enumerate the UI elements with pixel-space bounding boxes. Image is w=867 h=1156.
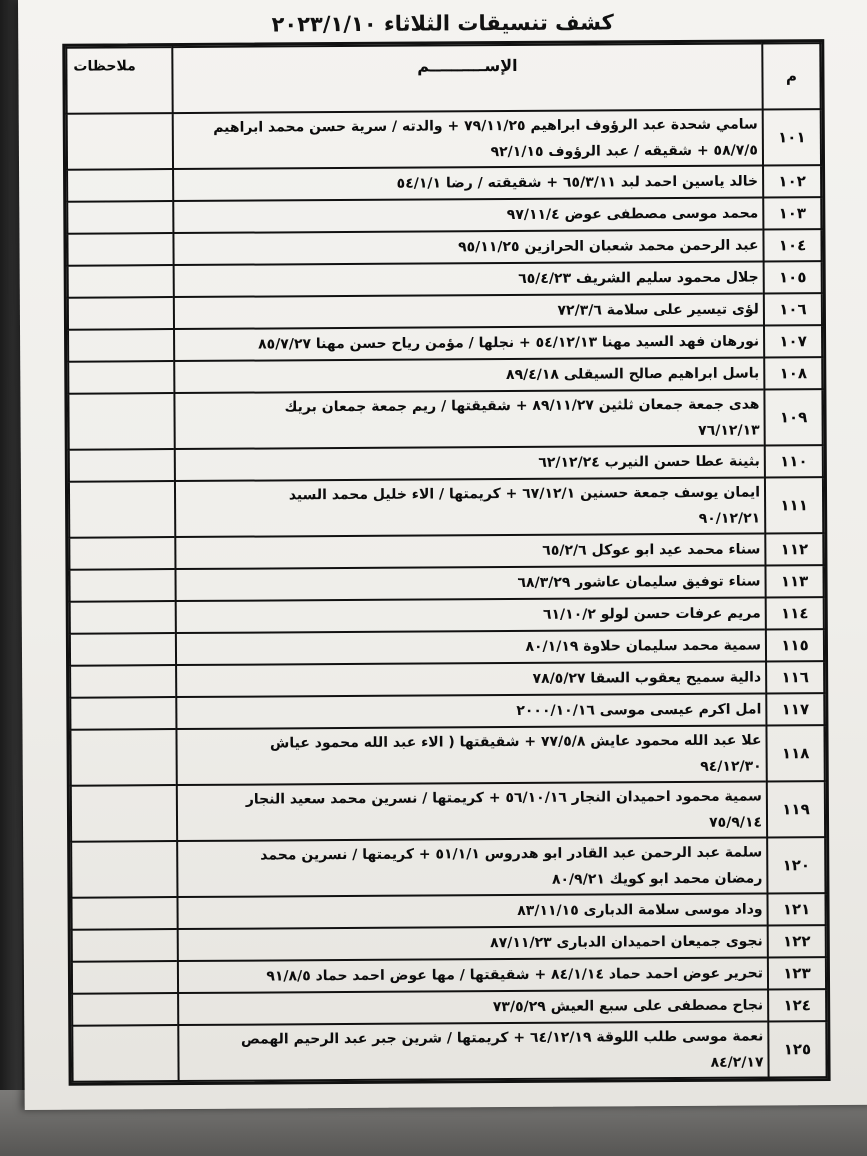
table-row	[72, 925, 826, 962]
row-number: ١٢٤	[768, 989, 826, 1021]
row-name-line: سناء محمد عيد ابو عوكل ٦٥/٢/٦	[542, 541, 761, 559]
header-notes: ملاحظات	[66, 47, 172, 114]
row-name-line: سناء توفيق سليمان عاشور ٦٨/٣/٢٩	[517, 573, 761, 591]
row-number: ١٠٩	[764, 389, 822, 445]
row-name-line: ٥٨/٧/٥ + شقيقه / عبد الرؤوف ٩٢/١/١٥	[490, 142, 758, 161]
row-name-cell	[174, 293, 764, 329]
table-row	[67, 165, 821, 202]
row-number: ١١٧	[766, 693, 824, 725]
row-notes-cell	[67, 201, 173, 234]
table-row	[70, 661, 824, 698]
table-row	[69, 533, 823, 570]
document-page	[18, 0, 867, 1110]
row-number: ١١٤	[766, 597, 824, 629]
row-name-cell	[176, 693, 766, 729]
table-row	[70, 597, 824, 634]
names-table	[65, 42, 827, 1083]
row-name-line: ٧٥/٩/١٤	[709, 814, 763, 831]
row-notes-cell	[68, 329, 174, 362]
row-name-line: سلمة عبد الرحمن عبد القادر ابو هدروس ٥١/١/١ + كريمتها / نسرين محمد	[260, 844, 763, 864]
row-notes-cell	[70, 633, 176, 666]
row-notes-cell	[69, 449, 175, 482]
row-notes-cell	[68, 361, 174, 394]
row-name-line: سمية محمود احميدان النجار ٥٦/١٠/١٦ + كريمتها / نسرين محمد سعيد النجار	[245, 788, 762, 808]
row-name-line: جلال محمود سليم الشريف ٦٥/٤/٢٣	[518, 269, 759, 287]
row-name-line: دالية سميح يعقوب السقا ٧٨/٥/٢٧	[532, 669, 762, 687]
row-name-cell	[175, 477, 765, 537]
row-name-cell	[173, 229, 763, 265]
row-name-cell	[175, 533, 765, 569]
row-number: ١٠٣	[763, 197, 821, 229]
row-name-line: رمضان محمد ابو كويك ٨٠/٩/٢١	[551, 870, 763, 888]
row-name-cell	[178, 989, 768, 1025]
row-name-cell	[175, 445, 765, 481]
header-name: الإســــــــــم	[172, 43, 762, 113]
row-notes-cell	[72, 993, 178, 1026]
row-name-line: وداد موسى سلامة الدبارى ٨٣/١١/١٥	[517, 901, 763, 919]
row-name-cell	[178, 957, 768, 993]
row-notes-cell	[71, 841, 177, 898]
table-row	[67, 197, 821, 234]
row-name-cell	[178, 925, 768, 961]
row-notes-cell	[68, 393, 174, 450]
row-name-line: باسل ابراهيم صالح السيقلى ٨٩/٤/١٨	[505, 365, 760, 384]
row-name-line: ايمان يوسف جمعة حسنين ٦٧/١٢/١ + كريمتها / الاء خليل محمد السيد	[288, 484, 761, 504]
row-name-cell	[173, 165, 763, 201]
table-body	[67, 109, 827, 1082]
row-number: ١٢٣	[768, 957, 826, 989]
table-row	[72, 957, 826, 994]
row-notes-cell	[70, 601, 176, 634]
row-name-line: ٩٤/١٢/٣٠	[700, 758, 762, 775]
document-title: كشف تنسيقات الثلاثاء ٢٠٢٣/١/١٠	[271, 10, 614, 37]
table-row	[70, 629, 824, 666]
row-name-line: خالد ياسين احمد لبد ٦٥/٣/١١ + شقيقته / رضا ٥٤/١/١	[396, 173, 759, 192]
row-number: ١١٨	[766, 725, 824, 781]
row-notes-cell	[70, 697, 176, 730]
row-notes-cell	[72, 1025, 178, 1082]
table-row	[68, 261, 822, 298]
names-table-frame	[62, 39, 830, 1086]
row-number: ١٠٢	[763, 165, 821, 197]
row-name-cell	[173, 109, 763, 169]
row-number: ١٠٥	[764, 261, 822, 293]
row-notes-cell	[68, 297, 174, 330]
table-header-row	[66, 43, 820, 114]
row-name-line: هدى جمعة جمعان ثلثين ٨٩/١١/٢٧ + شقيقتها / ريم جمعة جمعان بريك	[284, 396, 760, 416]
row-notes-cell	[70, 729, 176, 786]
table-row	[69, 565, 823, 602]
row-name-line: تحرير عوض احمد حماد ٨٤/١/١٤ + شقيقتها / مها عوض احمد حماد ٩١/٨/٥	[266, 965, 764, 985]
row-name-line: سمية محمد سليمان حلاوة ٨٠/١/١٩	[525, 637, 762, 655]
row-number: ١١٢	[765, 533, 823, 565]
row-number: ١١٠	[765, 445, 823, 477]
table-row	[69, 445, 823, 482]
table-row	[68, 357, 822, 394]
row-notes-cell	[67, 233, 173, 266]
header-number: م	[762, 43, 820, 109]
table-row	[72, 989, 826, 1026]
row-name-line: نعمة موسى طلب اللوقة ٦٤/١٢/١٩ + كريمتها / شرين جبر عبد الرحيم الهمص	[240, 1028, 764, 1048]
row-notes-cell	[71, 897, 177, 930]
row-name-line: نجاح مصطفى على سبع العيش ٧٣/٥/٢٩	[492, 997, 764, 1016]
row-name-cell	[176, 661, 766, 697]
row-notes-cell	[72, 961, 178, 994]
row-name-cell	[177, 781, 767, 841]
row-number: ١١٣	[765, 565, 823, 597]
table-row	[71, 837, 825, 898]
table-row	[72, 1021, 826, 1082]
row-notes-cell	[70, 665, 176, 698]
row-name-line: نجوى جميعان احميدان الدبارى ٨٧/١١/٢٣	[490, 933, 763, 952]
row-notes-cell	[69, 481, 175, 538]
row-name-cell	[177, 893, 767, 929]
row-name-cell	[176, 725, 766, 785]
table-row	[67, 109, 821, 170]
row-number: ١١٩	[767, 781, 825, 837]
row-name-cell	[174, 325, 764, 361]
row-name-line: نورهان فهد السيد مهنا ٥٤/١٢/١٣ + نجلها / مؤمن رياح حسن مهنا ٨٥/٧/٢٧	[258, 333, 760, 353]
row-notes-cell	[67, 113, 173, 170]
table-row	[71, 893, 825, 930]
row-name-cell	[174, 357, 764, 393]
row-number: ١١٥	[766, 629, 824, 661]
row-notes-cell	[69, 569, 175, 602]
row-name-line: بثينة عطا حسن النيرب ٦٢/١٢/٢٤	[538, 453, 760, 471]
row-name-line: سامي شحدة عبد الرؤوف ابراهيم ٧٩/١١/٢٥ + والدته / سرية حسن محمد ابراهيم	[213, 116, 758, 136]
row-number: ١٠٤	[763, 229, 821, 261]
row-name-line: مريم عرفات حسن لولو ٦١/١٠/٢	[542, 605, 761, 623]
table-row	[70, 693, 824, 730]
row-number: ١٠٦	[764, 293, 822, 325]
table-row	[68, 389, 822, 450]
row-notes-cell	[72, 929, 178, 962]
table-row	[70, 725, 824, 786]
row-name-cell	[177, 837, 767, 897]
row-notes-cell	[68, 265, 174, 298]
row-name-cell	[175, 565, 765, 601]
table-row	[69, 477, 823, 538]
row-name-line: عبد الرحمن محمد شعبان الحرازين ٩٥/١١/٢٥	[458, 237, 759, 256]
row-name-cell	[174, 389, 764, 449]
row-name-line: لؤى تيسير على سلامة ٧٢/٣/٦	[557, 301, 759, 319]
row-notes-cell	[69, 537, 175, 570]
row-name-line: ٨٤/٢/١٧	[710, 1054, 764, 1071]
row-name-cell	[176, 597, 766, 633]
table-row	[71, 781, 825, 842]
row-number: ١٢٠	[767, 837, 825, 893]
row-number: ١١١	[765, 477, 823, 533]
row-number: ١٠٨	[764, 357, 822, 389]
table-row	[68, 293, 822, 330]
row-name-line: محمد موسى مصطفى عوض ٩٧/١١/٤	[506, 205, 759, 224]
row-name-line: امل اكرم عيسى موسى ٢٠٠٠/١٠/١٦	[516, 701, 762, 719]
table-row	[67, 229, 821, 266]
row-number: ١٢٢	[768, 925, 826, 957]
row-name-cell	[178, 1021, 768, 1081]
row-number: ١٢٥	[768, 1021, 826, 1077]
row-number: ١٠٧	[764, 325, 822, 357]
row-name-line: ٧٦/١٢/١٣	[698, 422, 760, 439]
row-name-line: علا عبد الله محمود عايش ٧٧/٥/٨ + شقيقتها ( الاء عبد الله محمود عياش	[269, 732, 762, 752]
row-number: ١٢١	[767, 893, 825, 925]
row-number: ١١٦	[766, 661, 824, 693]
row-name-line: ٩٠/١٢/٢١	[698, 510, 761, 527]
row-name-cell	[176, 629, 766, 665]
row-number: ١٠١	[763, 109, 821, 165]
row-notes-cell	[71, 785, 177, 842]
table-row	[68, 325, 822, 362]
row-notes-cell	[67, 169, 173, 202]
row-name-cell	[173, 197, 763, 233]
row-name-cell	[174, 261, 764, 297]
